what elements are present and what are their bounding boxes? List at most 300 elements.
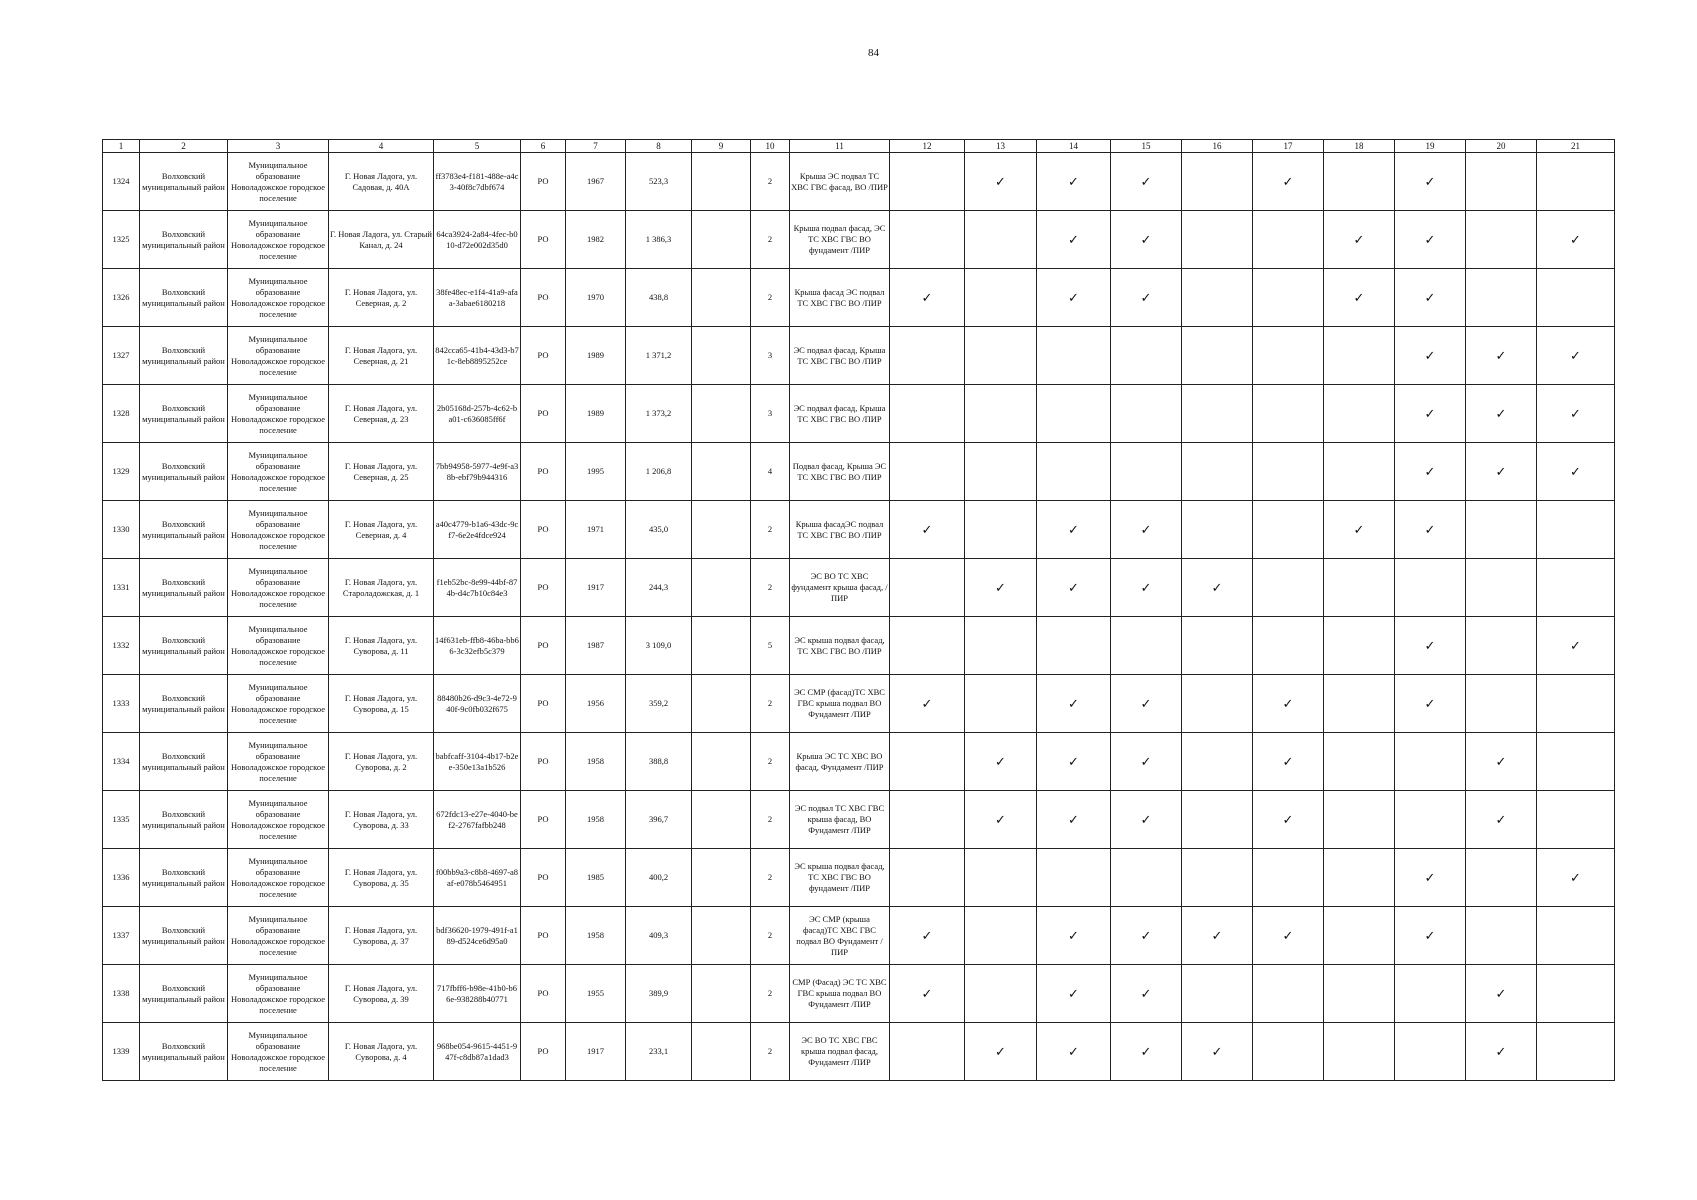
municipality-cell: Муниципальное образование Новоладожское городское поселение [228, 153, 329, 211]
check-mark-icon: ✓ [1140, 521, 1152, 537]
building-id-cell: 7bb94958-5977-4e9f-a38b-ebf79b944316 [434, 443, 521, 501]
floors-cell: 2 [751, 269, 790, 327]
fund-form-cell: РО [521, 1023, 566, 1081]
build-year-cell: 1970 [566, 269, 626, 327]
work-type-cell-14 [1037, 675, 1111, 733]
municipality-cell: Муниципальное образование Новоладожское городское поселение [228, 269, 329, 327]
work-type-cell-16 [1182, 617, 1253, 675]
row-number: 1329 [103, 443, 140, 501]
work-type-cell-21 [1537, 211, 1615, 269]
floors-cell: 5 [751, 617, 790, 675]
building-id-cell: 14f631eb-ffb8-46ba-bb66-3c32efb5c379 [434, 617, 521, 675]
fund-form-cell: РО [521, 617, 566, 675]
work-type-cell-19 [1395, 849, 1466, 907]
work-type-cell-16 [1182, 849, 1253, 907]
column-number-2: 2 [140, 140, 228, 153]
check-mark-icon: ✓ [1140, 985, 1152, 1001]
check-mark-icon: ✓ [1140, 173, 1152, 189]
work-type-cell-14 [1037, 733, 1111, 791]
municipality-cell: Муниципальное образование Новоладожское городское поселение [228, 675, 329, 733]
address-cell: Г. Новая Ладога, ул. Суворова, д. 2 [329, 733, 434, 791]
area-cell: 409,3 [626, 907, 692, 965]
column-9-cell [692, 559, 751, 617]
work-type-cell-15 [1111, 675, 1182, 733]
work-type-cell-14 [1037, 965, 1111, 1023]
area-cell: 1 371,2 [626, 327, 692, 385]
build-year-cell: 1958 [566, 733, 626, 791]
work-type-cell-19 [1395, 965, 1466, 1023]
work-type-cell-19 [1395, 269, 1466, 327]
work-type-cell-13 [965, 849, 1037, 907]
work-type-cell-13 [965, 327, 1037, 385]
work-type-cell-18 [1324, 733, 1395, 791]
municipality-cell: Муниципальное образование Новоладожское городское поселение [228, 849, 329, 907]
column-number-16: 16 [1182, 140, 1253, 153]
floors-cell: 2 [751, 559, 790, 617]
table-row [103, 791, 1615, 849]
work-type-cell-12 [890, 733, 965, 791]
fund-form-cell: РО [521, 559, 566, 617]
fund-form-cell: РО [521, 327, 566, 385]
fund-form-cell: РО [521, 849, 566, 907]
check-mark-icon: ✓ [1068, 521, 1079, 537]
work-type-cell-20 [1466, 559, 1537, 617]
work-type-cell-16 [1182, 733, 1253, 791]
column-9-cell [692, 617, 751, 675]
works-cell: Крыша ЭС подвал ТС ХВС ГВС фасад, ВО /ПИР [790, 153, 890, 211]
column-9-cell [692, 849, 751, 907]
area-cell: 244,3 [626, 559, 692, 617]
fund-form-cell: РО [521, 791, 566, 849]
work-type-cell-18 [1324, 675, 1395, 733]
work-type-cell-17 [1253, 675, 1324, 733]
building-id-cell: babfcaff-3104-4b17-b2ee-350e13a1b526 [434, 733, 521, 791]
work-type-cell-16 [1182, 907, 1253, 965]
works-cell: ЭС СМР (фасад)ТС ХВС ГВС крыша подвал ВО Фундамент /ПИР [790, 675, 890, 733]
check-mark-icon: ✓ [921, 695, 933, 711]
work-type-cell-20 [1466, 385, 1537, 443]
work-type-cell-19 [1395, 907, 1466, 965]
area-cell: 389,9 [626, 965, 692, 1023]
table-row [103, 733, 1615, 791]
work-type-cell-12 [890, 849, 965, 907]
check-mark-icon: ✓ [1068, 579, 1079, 595]
district-cell: Волховский муниципальный район [140, 907, 228, 965]
district-cell: Волховский муниципальный район [140, 791, 228, 849]
check-mark-icon: ✓ [1495, 811, 1507, 827]
table-body [103, 153, 1615, 1081]
municipality-cell: Муниципальное образование Новоладожское городское поселение [228, 1023, 329, 1081]
works-cell: ЭС подвал фасад, Крыша ТС ХВС ГВС ВО /ПИР [790, 385, 890, 443]
district-cell: Волховский муниципальный район [140, 559, 228, 617]
work-type-cell-16 [1182, 385, 1253, 443]
work-type-cell-17 [1253, 849, 1324, 907]
row-number: 1339 [103, 1023, 140, 1081]
work-type-cell-13 [965, 675, 1037, 733]
check-mark-icon: ✓ [921, 289, 933, 305]
work-type-cell-19 [1395, 211, 1466, 269]
address-cell: Г. Новая Ладога, ул. Суворова, д. 33 [329, 791, 434, 849]
check-mark-icon: ✓ [1424, 521, 1436, 537]
municipality-cell: Муниципальное образование Новоладожское городское поселение [228, 791, 329, 849]
check-mark-icon: ✓ [1353, 231, 1365, 247]
work-type-cell-14 [1037, 791, 1111, 849]
check-mark-icon: ✓ [1424, 289, 1436, 305]
check-mark-icon: ✓ [1424, 173, 1436, 189]
district-cell: Волховский муниципальный район [140, 849, 228, 907]
fund-form-cell: РО [521, 501, 566, 559]
building-id-cell: 672fdc13-e27e-4040-bef2-2767fafbb248 [434, 791, 521, 849]
work-type-cell-21 [1537, 443, 1615, 501]
build-year-cell: 1967 [566, 153, 626, 211]
building-id-cell: 2b05168d-257b-4c62-ba01-c636085ff6f [434, 385, 521, 443]
fund-form-cell: РО [521, 965, 566, 1023]
work-type-cell-18 [1324, 559, 1395, 617]
work-type-cell-18 [1324, 501, 1395, 559]
row-number: 1325 [103, 211, 140, 269]
work-type-cell-17 [1253, 965, 1324, 1023]
work-type-cell-20 [1466, 791, 1537, 849]
district-cell: Волховский муниципальный район [140, 501, 228, 559]
work-type-cell-13 [965, 617, 1037, 675]
work-type-cell-20 [1466, 965, 1537, 1023]
column-9-cell [692, 269, 751, 327]
work-type-cell-12 [890, 907, 965, 965]
works-cell: Крыша ЭС ТС ХВС ВО фасад, Фундамент /ПИР [790, 733, 890, 791]
work-type-cell-18 [1324, 385, 1395, 443]
municipality-cell: Муниципальное образование Новоладожское городское поселение [228, 907, 329, 965]
work-type-cell-12 [890, 153, 965, 211]
build-year-cell: 1987 [566, 617, 626, 675]
building-id-cell: bdf36620-1979-491f-a189-d524ce6d95a0 [434, 907, 521, 965]
column-9-cell [692, 965, 751, 1023]
column-9-cell [692, 907, 751, 965]
work-type-cell-15 [1111, 153, 1182, 211]
work-type-cell-20 [1466, 327, 1537, 385]
work-type-cell-14 [1037, 907, 1111, 965]
floors-cell: 2 [751, 965, 790, 1023]
check-mark-icon: ✓ [1211, 927, 1223, 943]
column-9-cell [692, 675, 751, 733]
column-number-21: 21 [1537, 140, 1615, 153]
municipality-cell: Муниципальное образование Новоладожское городское поселение [228, 443, 329, 501]
check-mark-icon: ✓ [1424, 869, 1436, 885]
check-mark-icon: ✓ [1140, 1043, 1152, 1059]
work-type-cell-16 [1182, 443, 1253, 501]
check-mark-icon: ✓ [1495, 985, 1507, 1001]
column-number-7: 7 [566, 140, 626, 153]
work-type-cell-14 [1037, 153, 1111, 211]
work-type-cell-12 [890, 791, 965, 849]
fund-form-cell: РО [521, 153, 566, 211]
column-9-cell [692, 153, 751, 211]
municipality-cell: Муниципальное образование Новоладожское городское поселение [228, 733, 329, 791]
works-cell: Подвал фасад, Крыша ЭС ТС ХВС ГВС ВО /ПИР [790, 443, 890, 501]
check-mark-icon: ✓ [1211, 1043, 1223, 1059]
work-type-cell-14 [1037, 559, 1111, 617]
column-9-cell [692, 443, 751, 501]
fund-form-cell: РО [521, 211, 566, 269]
check-mark-icon: ✓ [1140, 695, 1152, 711]
build-year-cell: 1956 [566, 675, 626, 733]
work-type-cell-15 [1111, 965, 1182, 1023]
column-number-18: 18 [1324, 140, 1395, 153]
address-cell: Г. Новая Ладога, ул. Северная, д. 2 [329, 269, 434, 327]
work-type-cell-21 [1537, 849, 1615, 907]
column-number-8: 8 [626, 140, 692, 153]
work-type-cell-20 [1466, 733, 1537, 791]
check-mark-icon: ✓ [1282, 753, 1294, 769]
floors-cell: 2 [751, 791, 790, 849]
address-cell: Г. Новая Ладога, ул. Суворова, д. 39 [329, 965, 434, 1023]
work-type-cell-14 [1037, 385, 1111, 443]
work-type-cell-15 [1111, 443, 1182, 501]
work-type-cell-15 [1111, 559, 1182, 617]
work-type-cell-17 [1253, 385, 1324, 443]
work-type-cell-12 [890, 617, 965, 675]
works-cell: Крыша подвал фасад, ЭС ТС ХВС ГВС ВО фундамент /ПИР [790, 211, 890, 269]
work-type-cell-17 [1253, 327, 1324, 385]
address-cell: Г. Новая Ладога, ул. Садовая, д. 40А [329, 153, 434, 211]
work-type-cell-12 [890, 965, 965, 1023]
column-number-1: 1 [103, 140, 140, 153]
build-year-cell: 1989 [566, 327, 626, 385]
column-number-9: 9 [692, 140, 751, 153]
work-type-cell-15 [1111, 617, 1182, 675]
work-type-cell-12 [890, 1023, 965, 1081]
check-mark-icon: ✓ [1211, 579, 1223, 595]
area-cell: 523,3 [626, 153, 692, 211]
work-type-cell-21 [1537, 733, 1615, 791]
work-type-cell-12 [890, 327, 965, 385]
works-cell: Крыша фасадЭС подвал ТС ХВС ГВС ВО /ПИР [790, 501, 890, 559]
fund-form-cell: РО [521, 907, 566, 965]
work-type-cell-19 [1395, 559, 1466, 617]
work-type-cell-14 [1037, 1023, 1111, 1081]
district-cell: Волховский муниципальный район [140, 153, 228, 211]
check-mark-icon: ✓ [1068, 231, 1079, 247]
building-id-cell: 38fe48ec-e1f4-41a9-afaa-3abae6180218 [434, 269, 521, 327]
column-9-cell [692, 733, 751, 791]
row-number: 1331 [103, 559, 140, 617]
work-type-cell-20 [1466, 501, 1537, 559]
district-cell: Волховский муниципальный район [140, 965, 228, 1023]
work-type-cell-14 [1037, 211, 1111, 269]
work-type-cell-20 [1466, 849, 1537, 907]
build-year-cell: 1971 [566, 501, 626, 559]
work-type-cell-13 [965, 733, 1037, 791]
address-cell: Г. Новая Ладога, ул. Староладожская, д. 1 [329, 559, 434, 617]
floors-cell: 2 [751, 211, 790, 269]
building-id-cell: f1eb52bc-8e99-44bf-874b-d4c7b10c84e3 [434, 559, 521, 617]
check-mark-icon: ✓ [1424, 927, 1436, 943]
floors-cell: 2 [751, 733, 790, 791]
work-type-cell-16 [1182, 327, 1253, 385]
fund-form-cell: РО [521, 675, 566, 733]
fund-form-cell: РО [521, 733, 566, 791]
check-mark-icon: ✓ [921, 985, 933, 1001]
area-cell: 233,1 [626, 1023, 692, 1081]
work-type-cell-13 [965, 907, 1037, 965]
work-type-cell-21 [1537, 501, 1615, 559]
check-mark-icon: ✓ [995, 173, 1006, 189]
check-mark-icon: ✓ [1140, 927, 1152, 943]
works-cell: ЭС крыша подвал фасад, ТС ХВС ГВС ВО фундамент /ПИР [790, 849, 890, 907]
work-type-cell-14 [1037, 617, 1111, 675]
build-year-cell: 1985 [566, 849, 626, 907]
row-number: 1334 [103, 733, 140, 791]
building-id-cell: 717fbff6-b98e-41b0-b66e-938288b40771 [434, 965, 521, 1023]
column-number-5: 5 [434, 140, 521, 153]
work-type-cell-20 [1466, 1023, 1537, 1081]
table-row [103, 1023, 1615, 1081]
work-type-cell-15 [1111, 501, 1182, 559]
row-number: 1328 [103, 385, 140, 443]
address-cell: Г. Новая Ладога, ул. Северная, д. 4 [329, 501, 434, 559]
work-type-cell-17 [1253, 211, 1324, 269]
table-row [103, 501, 1615, 559]
column-number-10: 10 [751, 140, 790, 153]
check-mark-icon: ✓ [1570, 869, 1581, 885]
district-cell: Волховский муниципальный район [140, 675, 228, 733]
district-cell: Волховский муниципальный район [140, 617, 228, 675]
work-type-cell-18 [1324, 907, 1395, 965]
address-cell: Г. Новая Ладога, ул. Суворова, д. 37 [329, 907, 434, 965]
work-type-cell-18 [1324, 153, 1395, 211]
row-number: 1327 [103, 327, 140, 385]
work-type-cell-21 [1537, 327, 1615, 385]
table-row [103, 385, 1615, 443]
work-type-cell-18 [1324, 211, 1395, 269]
work-type-cell-19 [1395, 153, 1466, 211]
work-type-cell-19 [1395, 443, 1466, 501]
work-type-cell-17 [1253, 617, 1324, 675]
area-cell: 435,0 [626, 501, 692, 559]
check-mark-icon: ✓ [1353, 521, 1365, 537]
column-number-13: 13 [965, 140, 1037, 153]
work-type-cell-18 [1324, 269, 1395, 327]
area-cell: 3 109,0 [626, 617, 692, 675]
check-mark-icon: ✓ [1282, 173, 1294, 189]
building-id-cell: 968be054-9615-4451-947f-c8db87a1dad3 [434, 1023, 521, 1081]
work-type-cell-13 [965, 791, 1037, 849]
build-year-cell: 1917 [566, 559, 626, 617]
table-row [103, 327, 1615, 385]
work-type-cell-16 [1182, 965, 1253, 1023]
check-mark-icon: ✓ [1495, 463, 1507, 479]
row-number: 1330 [103, 501, 140, 559]
floors-cell: 2 [751, 675, 790, 733]
work-type-cell-14 [1037, 501, 1111, 559]
address-cell: Г. Новая Ладога, ул. Суворова, д. 15 [329, 675, 434, 733]
check-mark-icon: ✓ [921, 521, 933, 537]
municipality-cell: Муниципальное образование Новоладожское городское поселение [228, 617, 329, 675]
work-type-cell-18 [1324, 791, 1395, 849]
area-cell: 1 373,2 [626, 385, 692, 443]
floors-cell: 2 [751, 849, 790, 907]
table-row [103, 965, 1615, 1023]
work-type-cell-20 [1466, 211, 1537, 269]
district-cell: Волховский муниципальный район [140, 1023, 228, 1081]
column-9-cell [692, 1023, 751, 1081]
check-mark-icon: ✓ [1424, 695, 1436, 711]
floors-cell: 2 [751, 153, 790, 211]
building-id-cell: 842cca65-41b4-43d3-b71c-8eb8895252ce [434, 327, 521, 385]
work-type-cell-13 [965, 269, 1037, 327]
check-mark-icon: ✓ [1424, 405, 1436, 421]
floors-cell: 2 [751, 907, 790, 965]
work-type-cell-18 [1324, 965, 1395, 1023]
column-9-cell [692, 385, 751, 443]
work-type-cell-15 [1111, 327, 1182, 385]
address-cell: Г. Новая Ладога, ул. Суворова, д. 35 [329, 849, 434, 907]
work-type-cell-12 [890, 501, 965, 559]
area-cell: 359,2 [626, 675, 692, 733]
works-cell: СМР (Фасад) ЭС ТС ХВС ГВС крыша подвал ВО Фундамент /ПИР [790, 965, 890, 1023]
column-number-11: 11 [790, 140, 890, 153]
check-mark-icon: ✓ [1140, 231, 1152, 247]
column-number-20: 20 [1466, 140, 1537, 153]
work-type-cell-16 [1182, 791, 1253, 849]
floors-cell: 2 [751, 501, 790, 559]
area-cell: 400,2 [626, 849, 692, 907]
work-type-cell-17 [1253, 153, 1324, 211]
work-type-cell-12 [890, 675, 965, 733]
work-type-cell-12 [890, 443, 965, 501]
fund-form-cell: РО [521, 269, 566, 327]
district-cell: Волховский муниципальный район [140, 327, 228, 385]
check-mark-icon: ✓ [1068, 985, 1079, 1001]
work-type-cell-18 [1324, 1023, 1395, 1081]
work-type-cell-15 [1111, 907, 1182, 965]
row-number: 1336 [103, 849, 140, 907]
table-row [103, 849, 1615, 907]
check-mark-icon: ✓ [1282, 695, 1294, 711]
build-year-cell: 1955 [566, 965, 626, 1023]
area-cell: 396,7 [626, 791, 692, 849]
work-type-cell-17 [1253, 907, 1324, 965]
build-year-cell: 1982 [566, 211, 626, 269]
work-type-cell-13 [965, 965, 1037, 1023]
housing-register-table [102, 139, 1615, 1081]
work-type-cell-21 [1537, 153, 1615, 211]
works-cell: ЭС ВО ТС ХВС фундамент крыша фасад, /ПИР [790, 559, 890, 617]
work-type-cell-21 [1537, 907, 1615, 965]
area-cell: 1 206,8 [626, 443, 692, 501]
check-mark-icon: ✓ [1424, 463, 1436, 479]
works-cell: ЭС подвал фасад, Крыша ТС ХВС ГВС ВО /ПИР [790, 327, 890, 385]
building-id-cell: a40c4779-b1a6-43dc-9cf7-6e2e4fdce924 [434, 501, 521, 559]
check-mark-icon: ✓ [1424, 231, 1436, 247]
work-type-cell-13 [965, 153, 1037, 211]
work-type-cell-13 [965, 211, 1037, 269]
column-number-14: 14 [1037, 140, 1111, 153]
work-type-cell-19 [1395, 791, 1466, 849]
build-year-cell: 1989 [566, 385, 626, 443]
column-number-19: 19 [1395, 140, 1466, 153]
municipality-cell: Муниципальное образование Новоладожское городское поселение [228, 559, 329, 617]
check-mark-icon: ✓ [1495, 405, 1507, 421]
work-type-cell-17 [1253, 733, 1324, 791]
check-mark-icon: ✓ [995, 811, 1006, 827]
municipality-cell: Муниципальное образование Новоладожское городское поселение [228, 501, 329, 559]
address-cell: Г. Новая Ладога, ул. Старый Канал, д. 24 [329, 211, 434, 269]
work-type-cell-16 [1182, 501, 1253, 559]
work-type-cell-19 [1395, 617, 1466, 675]
check-mark-icon: ✓ [1068, 695, 1079, 711]
check-mark-icon: ✓ [1570, 231, 1581, 247]
check-mark-icon: ✓ [1068, 753, 1079, 769]
